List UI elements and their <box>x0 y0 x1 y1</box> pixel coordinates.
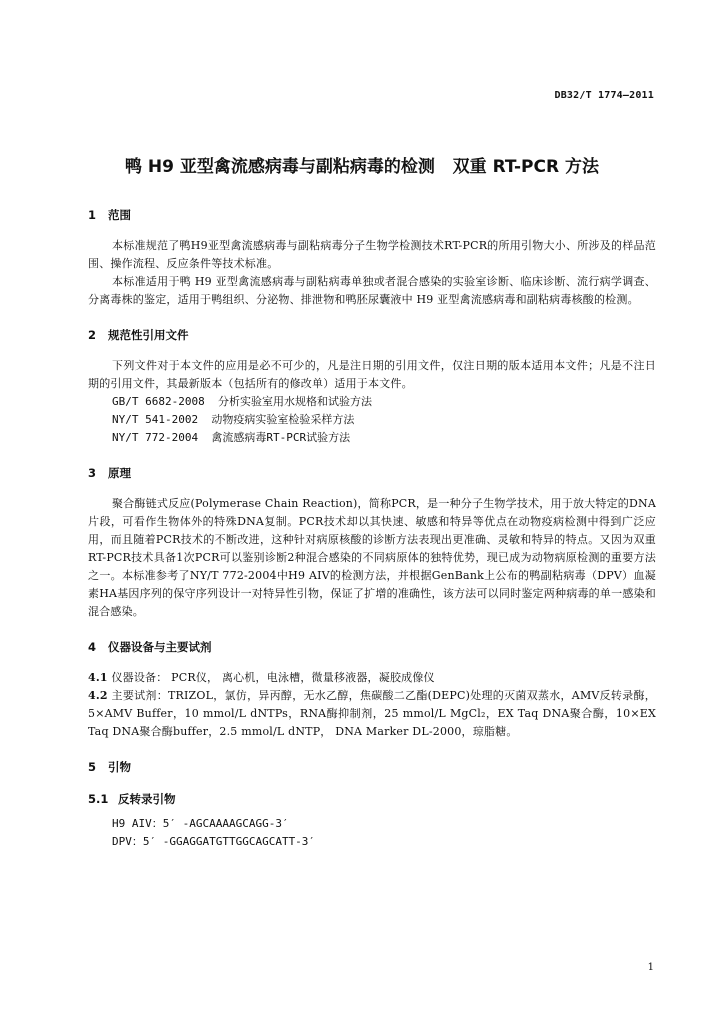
reference-item: NY/T 541-2002 动物疫病实验室检验采样方法 <box>112 413 355 426</box>
subsection-text: 主要试剂：TRIZOL，氯仿，异丙醇，无水乙醇，焦碳酸二乙酯(DEPC)处理的灭菌双蒸水，AMV反转录酶，5×AMV Buffer，10 mmol/L dNTPs，RNA酶抑制剂，25 mmol/L MgCl₂，EX Taq DNA聚合酶，10×EX Taq DNA聚合酶buffer，2.5 mmol/L dNTP， DNA Marker DL-2000，琼脂糖。 <box>88 689 656 738</box>
section-3-heading <box>88 463 656 483</box>
section-number: 2 <box>88 328 97 342</box>
reference-item: NY/T 772-2004 禽流感病毒RT-PCR试验方法 <box>112 431 351 444</box>
page-number: 1 <box>647 962 654 973</box>
section-1-paragraph-2: 本标准适用于鸭 H9 亚型禽流感病毒与副粘病毒单独或者混合感染的实验室诊断、临床诊断、流行病学调查、分离毒株的鉴定，适用于鸭组织、分泌物、排泄物和鸭胚尿囊液中 H9 亚型禽流感病毒和副粘病毒核酸的检测。 <box>88 275 656 306</box>
primer-item: H9 AIV：5′ -AGCAAAAGCAGG-3′ <box>112 817 289 830</box>
subsection-number: 5.1 <box>88 792 109 806</box>
section-4-heading <box>88 637 656 657</box>
section-title: 范围 <box>108 208 131 222</box>
section-title: 原理 <box>108 466 131 480</box>
section-3-paragraph: 聚合酶链式反应(Polymerase Chain Reaction)，简称PCR，是一种分子生物学技术，用于放大特定的DNA片段，可看作生物体外的特殊DNA复制。PCR技术却以其快速、敏感和特异等优点在动物疫病检测中得到广泛应用，而且随着PCR技术的不断改进，这种针对病原核酸的诊断方法表现出更准确、灵敏和特异的特点。又因为双重RT-PCR技术具备1次PCR可以鉴别诊断2种混合感染的不同病原体的独特优势，现已成为动物病原检测的重要方法之一。本标准参考了NY/T 772-2004中H9 AIV的检测方法，并根据GenBank上公布的鸭副粘病毒（DPV）血凝素HA基因序列的保守序列设计一对特异性引物，保证了扩增的准确性，该方法可以同时鉴定两种病毒的单一感染和混合感染。 <box>88 497 656 618</box>
subsection-title: 反转录引物 <box>118 792 176 806</box>
section-number: 5 <box>88 760 97 774</box>
section-number: 3 <box>88 466 97 480</box>
section-number: 4 <box>88 640 97 654</box>
document-body <box>88 205 656 851</box>
section-2-paragraph: 下列文件对于本文件的应用是必不可少的，凡是注日期的引用文件，仅注日期的版本适用本文件；凡是不注日期的引用文件，其最新版本（包括所有的修改单）适用于本文件。 <box>88 359 656 390</box>
section-title: 引物 <box>108 760 131 774</box>
subsection-4-1 <box>88 669 656 687</box>
subsection-text: 仪器设备： PCR仪， 离心机，电泳槽，微量移液器，凝胶成像仪 <box>111 671 435 684</box>
subsection-number: 4.1 <box>88 671 108 684</box>
reference-item: GB/T 6682-2008 分析实验室用水规格和试验方法 <box>112 395 372 408</box>
section-number: 1 <box>88 208 97 222</box>
primer-item: DPV：5′ -GGAGGATGTTGGCAGCATT-3′ <box>112 835 316 848</box>
standard-code: DB32/T 1774—2011 <box>554 90 654 101</box>
subsection-number: 4.2 <box>88 689 108 702</box>
section-title: 仪器设备与主要试剂 <box>108 640 212 654</box>
section-title: 规范性引用文件 <box>108 328 189 342</box>
subsection-4-2 <box>88 687 656 741</box>
section-2-heading <box>88 325 656 345</box>
section-1-paragraph-1: 本标准规范了鸭H9亚型禽流感病毒与副粘病毒分子生物学检测技术RT-PCR的所用引物大小、所涉及的样品范围、操作流程、反应条件等技术标准。 <box>88 239 656 270</box>
subsection-5-1-heading <box>88 789 656 809</box>
document-title: 鸭 H9 亚型禽流感病毒与副粘病毒的检测 双重 RT-PCR 方法 <box>125 157 599 177</box>
section-5-heading <box>88 757 656 777</box>
section-1-heading <box>88 205 656 225</box>
